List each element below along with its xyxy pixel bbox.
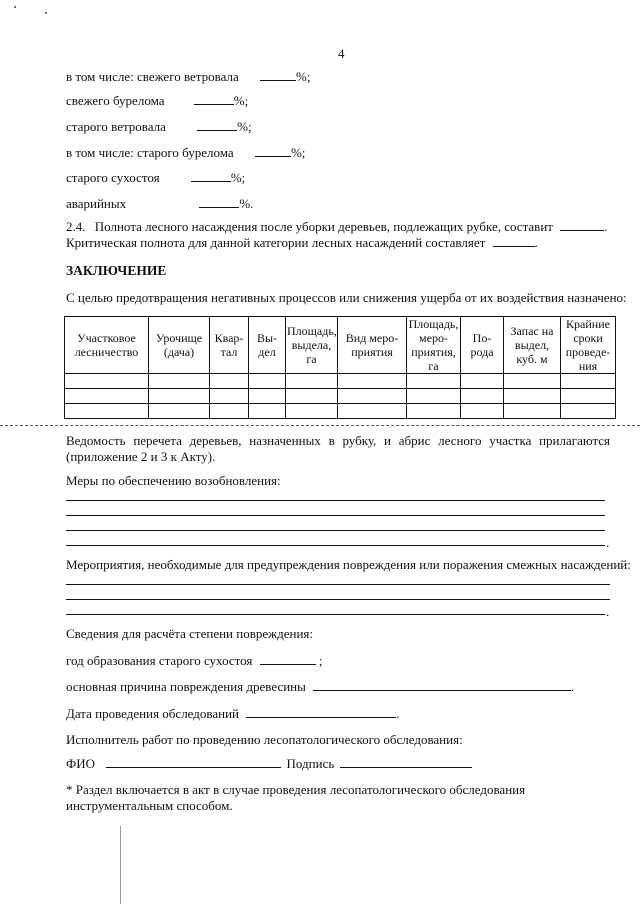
section-2-4-line2: Критическая полнота для данной категории лесных насаждений составляет . <box>66 235 538 250</box>
col-header: Квар-тал <box>210 317 249 374</box>
table-cell[interactable] <box>504 404 561 419</box>
fio-line <box>66 756 472 772</box>
table-cell[interactable] <box>210 389 249 404</box>
table-cell[interactable] <box>210 374 249 389</box>
cause-blank[interactable] <box>313 679 571 691</box>
breakdown-blank[interactable] <box>260 69 296 81</box>
breakdown-label: в том числе: старого бурелома <box>66 145 234 160</box>
breakdown-label: аварийных <box>66 196 127 211</box>
scan-fold-line <box>0 425 640 426</box>
executor-label: Исполнитель работ по проведению лесопатологического обследования: <box>66 732 463 747</box>
year-blank[interactable] <box>260 653 316 665</box>
date-line: Дата проведения обследований . <box>66 706 400 721</box>
table-cell[interactable] <box>65 374 149 389</box>
breakdown-blank[interactable] <box>199 196 239 208</box>
breakdown-unit: %; <box>233 93 249 108</box>
scan-edge-mark <box>120 826 121 904</box>
table-cell[interactable] <box>286 389 338 404</box>
renewal-line[interactable] <box>66 545 605 546</box>
table-cell[interactable] <box>249 404 286 419</box>
signature-blank[interactable] <box>340 756 472 768</box>
footnote: * Раздел включается в акт в случае проведения лесопатологического обследования инструментальным способом. <box>66 782 526 813</box>
breakdown-line <box>66 119 252 135</box>
section-2-4-line1: 2.4. Полнота лесного насаждения после уборки деревьев, подлежащих рубке, составит . <box>66 219 608 234</box>
table-cell[interactable] <box>407 374 461 389</box>
table-cell[interactable] <box>561 404 616 419</box>
table-cell[interactable] <box>461 389 504 404</box>
breakdown-unit: %; <box>295 69 311 84</box>
protection-line[interactable] <box>66 614 605 615</box>
table-cell[interactable] <box>249 374 286 389</box>
breakdown-line <box>66 93 248 109</box>
damage-heading: Сведения для расчёта степени повреждения: <box>66 626 313 641</box>
table-row <box>65 389 616 404</box>
table-cell[interactable] <box>461 404 504 419</box>
protection-line[interactable] <box>66 599 610 600</box>
col-header: Площадь, меро-приятия, га <box>407 317 461 374</box>
breakdown-blank[interactable] <box>255 145 291 157</box>
breakdown-blank[interactable] <box>197 119 237 131</box>
table-cell[interactable] <box>65 389 149 404</box>
table-row <box>65 404 616 419</box>
breakdown-label: свежего бурелома <box>66 93 165 108</box>
table-cell[interactable] <box>286 404 338 419</box>
table-cell[interactable] <box>407 389 461 404</box>
table-cell[interactable] <box>561 374 616 389</box>
renewal-label: Меры по обеспечению возобновления: <box>66 473 281 488</box>
col-header: Запас на выдел, куб. м <box>504 317 561 374</box>
table-cell[interactable] <box>504 374 561 389</box>
breakdown-line <box>66 145 305 161</box>
date-blank[interactable] <box>246 706 396 718</box>
renewal-line[interactable] <box>66 500 605 501</box>
col-header: Урочище (дача) <box>149 317 210 374</box>
year-suffix: ; <box>318 653 323 668</box>
breakdown-label: старого сухостоя <box>66 170 160 185</box>
critical-density-blank[interactable] <box>493 235 535 247</box>
table-cell[interactable] <box>461 374 504 389</box>
table-cell[interactable] <box>338 374 407 389</box>
table-row <box>65 374 616 389</box>
critical-density-label: Критическая полнота для данной категории лесных насаждений составляет <box>66 235 486 250</box>
measures-table <box>64 316 616 419</box>
section-text: Полнота лесного насаждения после уборки деревьев, подлежащих рубке, составит <box>94 219 553 234</box>
date-label: Дата проведения обследований <box>66 706 239 721</box>
breakdown-unit: %. <box>239 196 254 211</box>
col-header: Крайние сроки проведе-ния <box>561 317 616 374</box>
protection-label: Мероприятия, необходимые для предупреждения повреждения или поражения смежных насаждений: <box>66 557 631 572</box>
breakdown-label: в том числе: свежего ветровала <box>66 69 239 84</box>
table-header-row <box>65 317 616 374</box>
breakdown-line <box>66 196 253 212</box>
table-cell[interactable] <box>407 404 461 419</box>
breakdown-line <box>66 69 310 85</box>
breakdown-blank[interactable] <box>191 170 231 182</box>
table-cell[interactable] <box>210 404 249 419</box>
renewal-line[interactable] <box>66 515 605 516</box>
table-cell[interactable] <box>338 404 407 419</box>
page-number: 4 <box>338 46 345 61</box>
scan-speck <box>45 12 47 14</box>
table-cell[interactable] <box>504 389 561 404</box>
density-blank[interactable] <box>560 219 604 231</box>
attachments-statement: Ведомость перечета деревьев, назначенных в рубку, и абрис лесного участка прилагаются (приложение 2 и 3 к Акту). <box>66 433 610 464</box>
breakdown-unit: %; <box>237 119 252 134</box>
conclusion-intro: С целью предотвращения негативных процессов или снижения ущерба от их воздействия назначено: <box>66 290 627 305</box>
col-header: Площадь, выдела, га <box>286 317 338 374</box>
table-cell[interactable] <box>561 389 616 404</box>
col-header: Вид меро-приятия <box>338 317 407 374</box>
section-number: 2.4. <box>66 219 86 234</box>
table-cell[interactable] <box>149 404 210 419</box>
cause-line: основная причина повреждения древесины . <box>66 679 575 694</box>
cause-label: основная причина повреждения древесины <box>66 679 306 694</box>
year-label: год образования старого сухостоя <box>66 653 253 668</box>
table-cell[interactable] <box>149 374 210 389</box>
year-line <box>66 653 323 669</box>
breakdown-unit: %; <box>230 170 246 185</box>
table-cell[interactable] <box>65 404 149 419</box>
table-cell[interactable] <box>286 374 338 389</box>
table-cell[interactable] <box>249 389 286 404</box>
col-header: Вы-дел <box>249 317 286 374</box>
breakdown-unit: %; <box>290 145 306 160</box>
signature-label: Подпись <box>286 756 335 771</box>
conclusion-heading: ЗАКЛЮЧЕНИЕ <box>66 263 167 278</box>
renewal-line[interactable] <box>66 530 605 531</box>
col-header: По-рода <box>461 317 504 374</box>
table-cell[interactable] <box>338 389 407 404</box>
protection-line[interactable] <box>66 584 610 585</box>
fio-label: ФИО <box>66 756 96 771</box>
breakdown-blank[interactable] <box>194 93 234 105</box>
col-header: Участковое лесничество <box>65 317 149 374</box>
table-cell[interactable] <box>149 389 210 404</box>
fio-blank[interactable] <box>106 756 281 768</box>
scan-speck <box>14 6 16 8</box>
breakdown-line <box>66 170 245 186</box>
breakdown-label: старого ветровала <box>66 119 166 134</box>
